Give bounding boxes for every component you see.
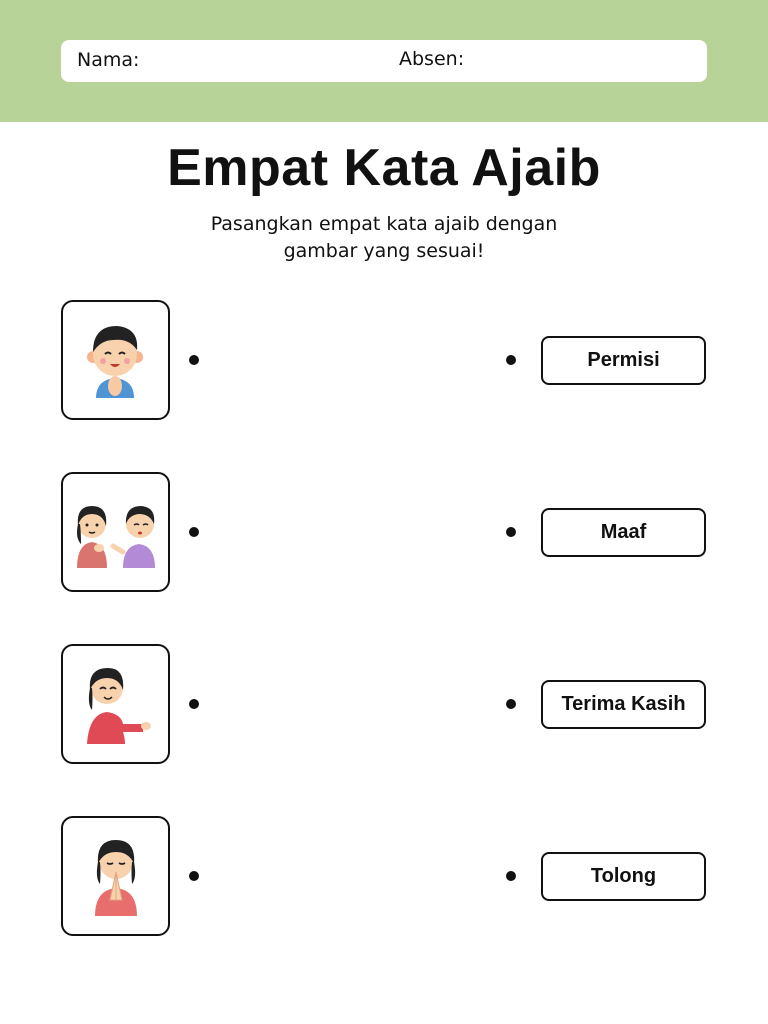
boy-happy-icon — [63, 302, 168, 418]
matching-row — [0, 644, 768, 768]
picture-card — [61, 472, 170, 592]
right-match-dot[interactable] — [506, 871, 516, 881]
worksheet-title: Empat Kata Ajaib — [167, 139, 601, 197]
name-absen-field[interactable] — [61, 40, 707, 82]
left-match-dot[interactable] — [189, 699, 199, 709]
worksheet-instructions: Pasangkan empat kata ajaib dengan gambar yang sesuai! — [210, 213, 558, 262]
name-label: Nama: — [77, 49, 140, 71]
absen-label: Absen: — [399, 48, 465, 70]
word-card: Maaf — [541, 508, 706, 557]
word-card: Permisi — [541, 336, 706, 385]
girl-offering-icon — [63, 646, 168, 762]
right-match-dot[interactable] — [506, 355, 516, 365]
word-card: Terima Kasih — [541, 680, 706, 729]
left-match-dot[interactable] — [189, 355, 199, 365]
picture-card — [61, 644, 170, 764]
matching-row — [0, 300, 768, 424]
two-girls-talking-icon — [63, 474, 168, 590]
left-match-dot[interactable] — [189, 871, 199, 881]
right-match-dot[interactable] — [506, 527, 516, 537]
left-match-dot[interactable] — [189, 527, 199, 537]
picture-card — [61, 300, 170, 420]
girl-praying-icon — [63, 818, 168, 934]
header-band — [0, 0, 768, 122]
word-card: Tolong — [541, 852, 706, 901]
matching-row — [0, 816, 768, 940]
right-match-dot[interactable] — [506, 699, 516, 709]
matching-row — [0, 472, 768, 596]
picture-card — [61, 816, 170, 936]
